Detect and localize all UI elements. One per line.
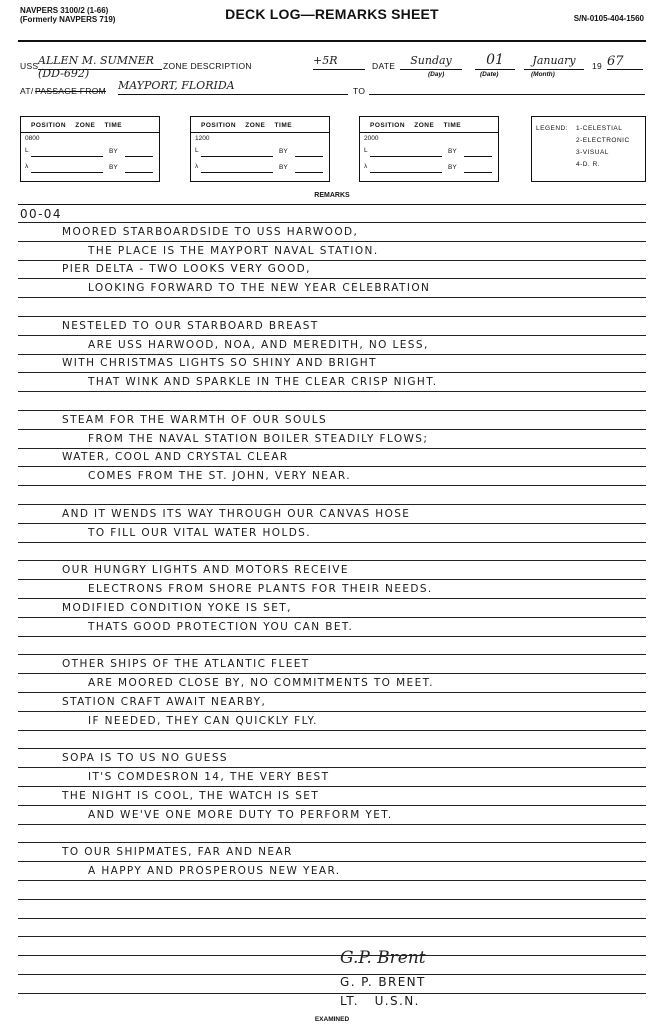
ruled-line — [18, 579, 646, 580]
position-box-header: POSITION ZONE TIME — [201, 122, 293, 129]
by-label: BY — [109, 148, 118, 155]
remarks-line: WATER, COOL AND CRYSTAL CLEAR — [62, 451, 289, 464]
legend-item-visual: 3-VISUAL — [576, 149, 609, 156]
day-caption: (Day) — [428, 71, 445, 78]
remarks-line: COMES FROM THE ST. JOHN, VERY NEAR. — [88, 470, 351, 483]
ruled-line — [18, 880, 646, 881]
remarks-line: THE PLACE IS THE MAYPORT NAVAL STATION. — [88, 244, 379, 257]
passage-from-label: PASSAGE FROM — [35, 86, 106, 96]
by-label: BY — [279, 164, 288, 171]
ruled-line — [18, 786, 646, 787]
ruled-line — [18, 410, 646, 411]
longitude-label: λ — [364, 163, 368, 170]
remarks-line: OUR HUNGRY LIGHTS AND MOTORS RECEIVE — [62, 564, 349, 577]
ruled-line — [18, 899, 646, 900]
remarks-line: IT'S COMDESRON 14, THE VERY BEST — [88, 771, 330, 783]
remarks-line: TO FILL OUR VITAL WATER HOLDS. — [88, 526, 311, 539]
by-label: BY — [279, 148, 288, 155]
ruled-line — [18, 560, 646, 561]
legend-item-celestial: 1-CELESTIAL — [576, 125, 623, 132]
ruled-line — [18, 617, 646, 618]
month-caption: (Month) — [531, 71, 555, 78]
remarks-line: THE NIGHT IS COOL, THE WATCH IS SET — [62, 789, 320, 802]
at-label: AT/ — [20, 86, 34, 96]
position-box-2000 — [359, 116, 499, 182]
position-box-1200 — [190, 116, 330, 182]
ruled-line — [18, 598, 646, 599]
ruled-line — [18, 692, 646, 693]
ruled-line — [18, 636, 646, 637]
ruled-line — [18, 673, 646, 674]
ruled-line — [18, 260, 646, 261]
ruled-line — [18, 466, 646, 467]
ruled-line — [18, 504, 646, 505]
longitude-label: λ — [25, 163, 29, 170]
zone-description-label: ZONE DESCRIPTION — [163, 61, 252, 71]
remarks-line: THAT WINK AND SPARKLE IN THE CLEAR CRISP NIGHT. — [88, 376, 438, 389]
longitude-label: λ — [195, 163, 199, 170]
form-id-line-1: NAVPERS 3100/2 (1-66) — [20, 6, 109, 15]
ruled-line — [18, 335, 646, 336]
latitude-label: L — [364, 147, 368, 154]
position-time: 0800 — [25, 135, 40, 142]
remarks-line: NESTELED TO OUR STARBOARD BREAST — [62, 319, 319, 332]
latitude-label: L — [195, 147, 199, 154]
ruled-line — [18, 523, 646, 524]
ruled-line — [18, 372, 646, 373]
by-label: BY — [109, 164, 118, 171]
to-field — [369, 79, 645, 95]
ruled-line — [18, 730, 646, 731]
remarks-line: SOPA IS TO US NO GUESS — [62, 752, 228, 765]
date-field: 01 — [475, 52, 515, 70]
position-time: 2000 — [364, 135, 379, 142]
remarks-line: LOOKING FORWARD TO THE NEW YEAR CELEBRATION — [88, 282, 431, 295]
ruled-line — [18, 391, 646, 392]
signature-scrawl: G.P. Brent — [340, 948, 426, 968]
ruled-line — [18, 654, 646, 655]
ruled-line — [18, 448, 646, 449]
remarks-line: IF NEEDED, THEY CAN QUICKLY FLY. — [88, 714, 318, 727]
zone-field: +5R — [313, 54, 365, 70]
ruled-line — [18, 936, 646, 937]
stock-number: S/N-0105-404-1560 — [573, 14, 644, 23]
remarks-line: ARE MOORED CLOSE BY, NO COMMITMENTS TO MEET. — [88, 677, 434, 689]
position-box-header: POSITION ZONE TIME — [370, 122, 462, 129]
remarks-line: ARE USS HARWOOD, NOA, AND MEREDITH, NO LESS, — [88, 338, 429, 351]
year-field: 67 — [607, 54, 643, 70]
ruled-line — [18, 222, 646, 223]
ruled-line — [18, 955, 646, 956]
ruled-line — [18, 542, 646, 543]
day-field: Sunday — [400, 54, 462, 70]
form-id-line-2: (Formerly NAVPERS 719) — [20, 15, 116, 24]
remarks-line: MODIFIED CONDITION YOKE IS SET, — [62, 601, 292, 614]
from-field: MAYPORT, FLORIDA — [118, 79, 348, 95]
ruled-line — [18, 297, 646, 298]
ship-name-field: ALLEN M. SUMNER (DD-692) — [38, 54, 162, 70]
ruled-line — [18, 842, 646, 843]
position-box-header: POSITION ZONE TIME — [31, 122, 123, 129]
remarks-line: ELECTRONS FROM SHORE PLANTS FOR THEIR NEEDS. — [88, 583, 433, 595]
remarks-line: TO OUR SHIPMATES, FAR AND NEAR — [62, 846, 293, 859]
ruled-line — [18, 278, 646, 279]
by-label: BY — [448, 148, 457, 155]
position-box-0800 — [20, 116, 160, 182]
examined-label: EXAMINED — [314, 1016, 350, 1023]
ruled-line — [18, 805, 646, 806]
remarks-heading: REMARKS — [314, 192, 350, 199]
position-time: 1200 — [195, 135, 210, 142]
by-label: BY — [448, 164, 457, 171]
remarks-line: FROM THE NAVAL STATION BOILER STEADILY FLOWS; — [88, 432, 429, 445]
legend-label: LEGEND: — [536, 125, 569, 132]
remarks-divider — [18, 204, 646, 205]
ruled-line — [18, 993, 646, 994]
ruled-line — [18, 354, 646, 355]
remarks-line: A HAPPY AND PROSPEROUS NEW YEAR. — [88, 865, 341, 877]
ruled-line — [18, 767, 646, 768]
officer-rank: LT. U.S.N. — [340, 994, 420, 1008]
ruled-line — [18, 485, 646, 486]
remarks-line: OTHER SHIPS OF THE ATLANTIC FLEET — [62, 658, 310, 671]
ruled-line — [18, 711, 646, 712]
ruled-line — [18, 748, 646, 749]
ruled-line — [18, 824, 646, 825]
year-prefix: 19 — [592, 61, 603, 71]
ruled-line — [18, 429, 646, 430]
remarks-line: THATS GOOD PROTECTION YOU CAN BET. — [88, 620, 354, 633]
remarks-line: MOORED STARBOARDSIDE TO USS HARWOOD, — [62, 225, 359, 238]
legend-item-electronic: 2-ELECTRONIC — [576, 137, 630, 144]
ruled-line — [18, 918, 646, 919]
remarks-line: AND IT WENDS ITS WAY THROUGH OUR CANVAS HOSE — [62, 507, 411, 520]
remarks-line: WITH CHRISTMAS LIGHTS SO SHINY AND BRIGHT — [62, 357, 377, 370]
month-field: January — [524, 54, 584, 70]
legend-box — [531, 116, 646, 182]
ruled-line — [18, 316, 646, 317]
latitude-label: L — [25, 147, 29, 154]
remarks-line: AND WE'VE ONE MORE DUTY TO PERFORM YET. — [88, 808, 393, 821]
ruled-line — [18, 241, 646, 242]
legend-item-dr: 4-D. R. — [576, 161, 601, 168]
to-label: TO — [353, 86, 366, 96]
page-title: DECK LOG—REMARKS SHEET — [225, 6, 439, 22]
remarks-line: STEAM FOR THE WARMTH OF OUR SOULS — [62, 413, 328, 426]
ruled-line — [18, 861, 646, 862]
remarks-line: PIER DELTA - TWO LOOKS VERY GOOD, — [62, 263, 311, 276]
date-label: DATE — [372, 61, 396, 71]
remarks-line: STATION CRAFT AWAIT NEARBY, — [62, 695, 267, 708]
officer-name: G. P. BRENT — [340, 975, 426, 989]
header-divider — [18, 40, 646, 42]
watch-header: 00-04 — [20, 207, 62, 221]
uss-label: USS — [20, 61, 39, 71]
ruled-line — [18, 974, 646, 975]
date-caption: (Date) — [480, 71, 499, 78]
